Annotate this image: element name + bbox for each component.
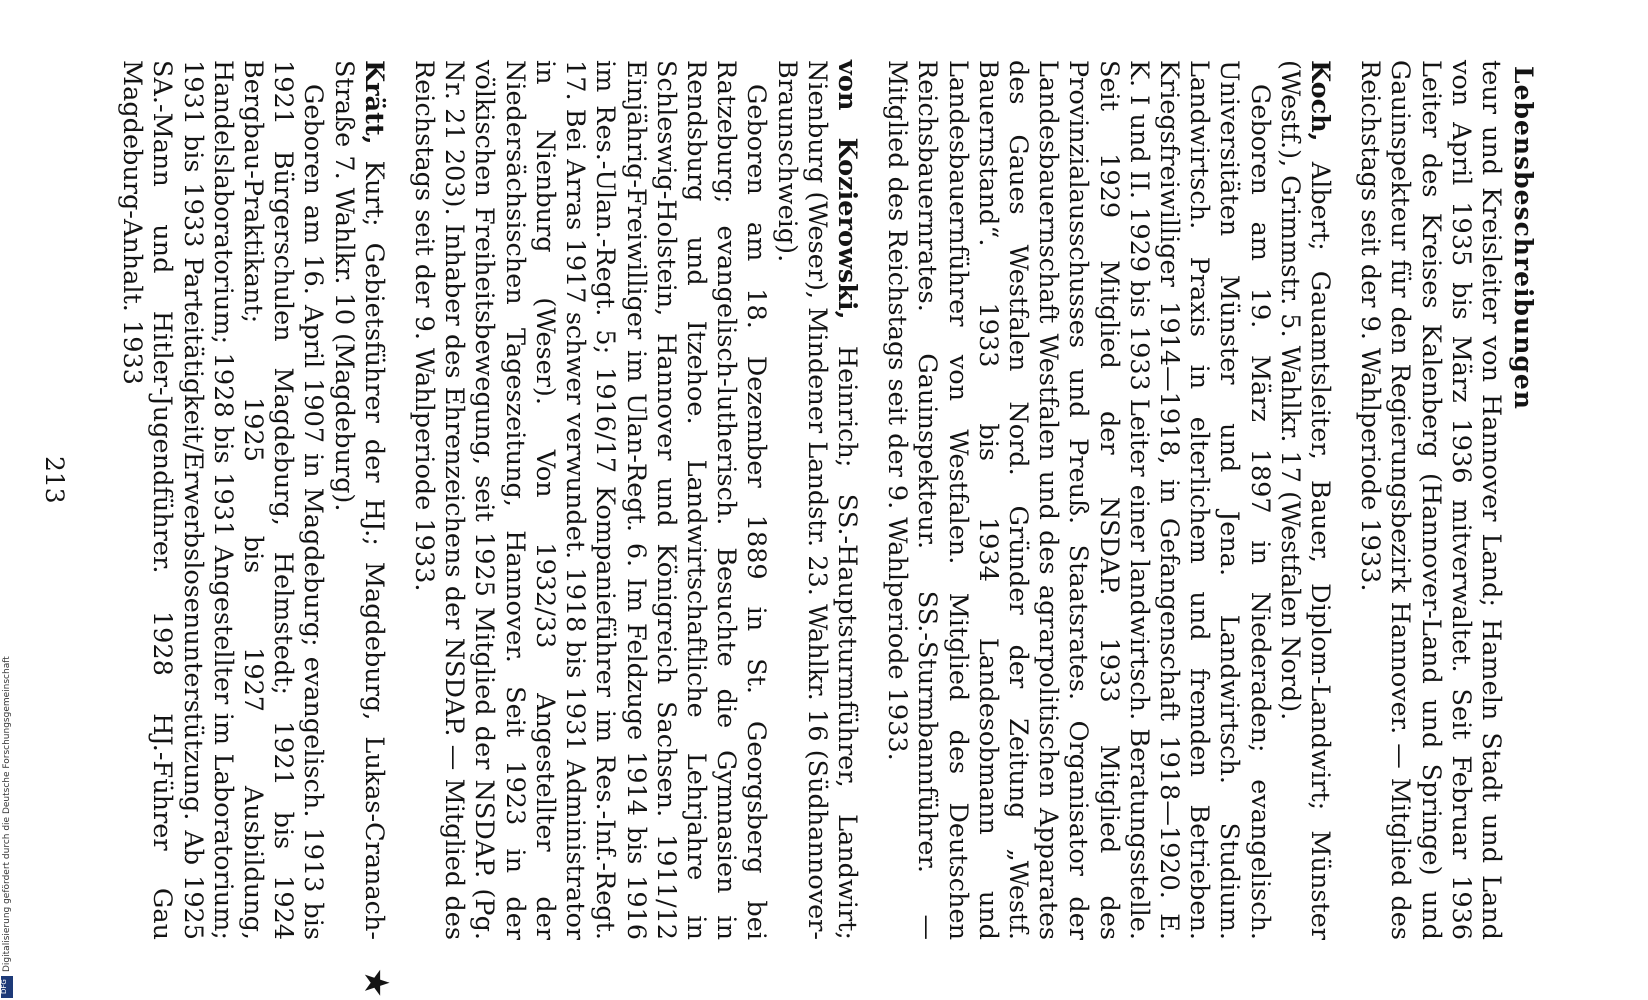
entry-head: Albert; Gauamtsleiter, Bauer, Diplom-Landwirt; Münster (Westf.), Grimmstr. 5. Wahlkr. 17 (Westfalen Nord). bbox=[1274, 60, 1335, 940]
biography-entry-kraett bbox=[117, 60, 396, 998]
dfg-logo: DFG bbox=[1, 976, 13, 998]
running-header: Lebensbeschreibungen bbox=[1509, 66, 1538, 410]
page-body bbox=[117, 60, 1506, 998]
entry-name: Krätt, bbox=[358, 60, 389, 145]
digitization-credit bbox=[0, 0, 14, 1000]
page-number: 213 bbox=[40, 456, 69, 504]
book-page bbox=[32, 20, 1572, 998]
entry-body: Geboren am 18. Dezember 1889 in St. Georgsberg bei Ratzeburg; evangelisch-lutherisch. Besuchte die Gymnasien in Rendsburg und Itzehoe. Landwirtschaftliche Lehrjahre in Schleswig-Holstein, Hannover und Königreich Sachsen. 1911/12 Einjährig-Freiwilliger im Ulan-Regt. 6. Im Feldzuge 1914 bis 1916 im Res.-Ulan.-Regt. 5; 1916/17 Kompanieführer im Res.-Inf.-Regt. 17. Bei Arras 1917 schwer verwundet. 1918 bis 1931 Administrator in Nienburg (Weser). Von 1932/33 Angestellter der Niedersächsischen Tageszeitung, Hannover. Seit 1923 in der völkischen Freiheitsbewegung, seit 1925 Mitglied der NSDAP. (Pg. Nr. 21 203). Inhaber des Ehrenzeichens der NSDAP. — Mitglied des Reichstags seit der 9. Wahlperiode 1933. bbox=[409, 60, 772, 940]
entry-name: von Kozierowski, bbox=[831, 60, 862, 320]
entry-head: Kurt; Gebietsführer der HJ.; Magdeburg, Lukas-Cranach-Straße 7. Wahlkr. 10 (Magdeburg). bbox=[328, 60, 389, 940]
entry-head: Heinrich; SS.-Hauptsturmführer, Landwirt; Nienburg (Weser), Mindener Landstr. 23. Wahlkr. 16 (Südhannover-Braunschweig). bbox=[771, 60, 862, 940]
entry-name: Koch, bbox=[1304, 60, 1335, 142]
entry-body: Geboren am 16. April 1907 in Magdeburg; evangelisch. 1913 bis 1921 Bürgerschulen Magdeburg, Helmstedt; 1921 bis 1924 Bergbau-Praktikant; 1925 bis 1927 Ausbildung, Handelslaboratorium; 1928 bis 1931 Angestellter im Laboratorium; 1931 bis 1933 Parteitätigkeit/Erwerbslosenunterstützung. Ab 1925 SA.-Mann und Hitler-Jugendführer. 1928 HJ.-Führer Gau Magdeburg-Anhalt. 1933 bbox=[117, 60, 329, 940]
intro-paragraph: teur und Kreisleiter von Hannover Land; Hameln Stadt und Land von April 1935 bis März 1936 mitverwaltet. Seit Februar 1936 Leiter des Kreises Kalenberg (Hannover-Land und Springe) und Gauinspekteur für den Regierungsbezirk Hannover. — Mitglied des Reichstags seit der 9. Wahlperiode 1933. bbox=[1355, 60, 1506, 940]
credit-text: Digitalisierung gefördert durch die Deutsche Forschungsgemeinschaft bbox=[2, 656, 12, 972]
star-icon: ★ bbox=[355, 967, 396, 998]
entry-body: Geboren am 19. März 1897 in Niederaden; evangelisch. Universitäten Münster und Jena. Landwirtsch. Studium. Landwirtsch. Praxis in elterlichem und fremden Betrieben. Kriegsfreiwilliger 1914—1918, in Gefangenschaft 1918—1920. E. K. I und II. 1929 bis 1933 Leiter einer landwirtsch. Beratungsstelle. Seit 1929 Mitglied der NSDAP. 1933 Mitglied des Provinzialausschusses und Preuß. Staatsrates. Organisator der Landesbauernschaft Westfalen und des agrarpolitischen Apparates des Gaues Westfalen Nord. Gründer der Zeitung „Westf. Bauernstand“. 1933 bis 1934 Landesobmann und Landesbauernführer von Westfalen. Mitglied des Deutschen Reichsbauernrates. Gauinspekteur. SS.-Sturmbannführer. — Mitglied des Reichstags seit der 9. Wahlperiode 1933. bbox=[882, 60, 1275, 940]
biography-entry-koch bbox=[882, 60, 1335, 940]
biography-entry-kozierowski bbox=[409, 60, 862, 940]
